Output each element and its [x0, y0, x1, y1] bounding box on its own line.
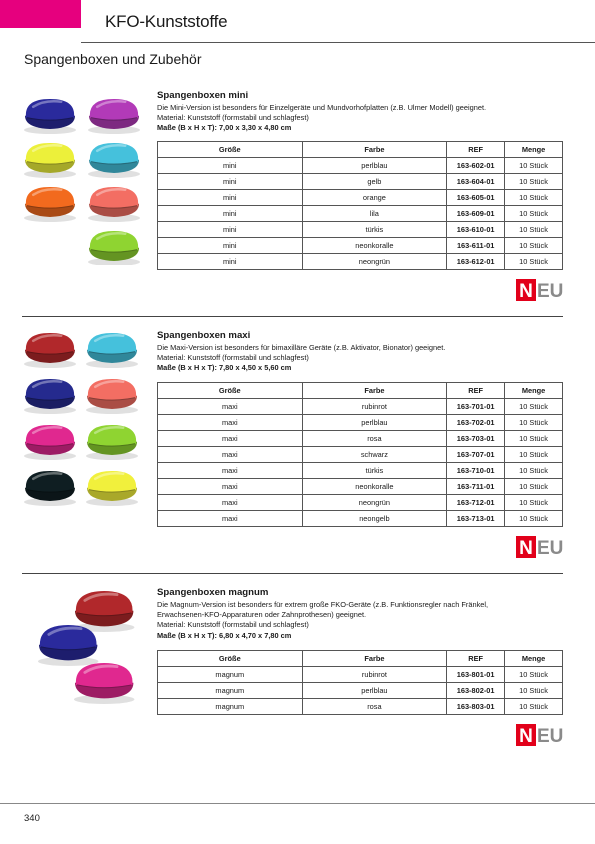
- cell-color: rubinrot: [302, 667, 447, 683]
- product-box-photo: [74, 591, 134, 632]
- table-header-row: [158, 383, 563, 399]
- cell-color: schwarz: [302, 447, 447, 463]
- table-row: [158, 254, 563, 270]
- cell-size: maxi: [158, 479, 303, 495]
- cell-quantity: 10 Stück: [505, 463, 563, 479]
- cell-ref: 163-801-01: [447, 667, 505, 683]
- table-row: [158, 667, 563, 683]
- product-box-photo: [24, 143, 76, 178]
- column-header-size: Größe: [158, 383, 303, 399]
- cell-color: rubinrot: [302, 399, 447, 415]
- cell-quantity: 10 Stück: [505, 511, 563, 527]
- cell-ref: 163-609-01: [447, 206, 505, 222]
- product-description-maxi: [157, 330, 567, 374]
- cell-ref: 163-612-01: [447, 254, 505, 270]
- table-row: [158, 158, 563, 174]
- cell-quantity: 10 Stück: [505, 415, 563, 431]
- column-header-color: Farbe: [302, 142, 447, 158]
- cell-size: magnum: [158, 683, 303, 699]
- column-header-ref: REF: [447, 383, 505, 399]
- cell-color: neonkoralle: [302, 238, 447, 254]
- new-badge-n: N: [519, 281, 533, 301]
- section-title: Spangenboxen und Zubehör: [24, 51, 202, 67]
- mini-box-photos: [20, 90, 145, 265]
- cell-color: perlblau: [302, 158, 447, 174]
- dimensions-line: Maße (B x H x T): 7,80 x 4,50 x 5,60 cm: [157, 363, 292, 373]
- cell-color: orange: [302, 190, 447, 206]
- cell-color: neongrün: [302, 254, 447, 270]
- cell-color: gelb: [302, 174, 447, 190]
- product-box-photo: [24, 425, 76, 460]
- section-divider: [22, 316, 563, 317]
- section-divider: [22, 573, 563, 574]
- new-badge-n: N: [519, 726, 533, 746]
- column-header-ref: REF: [447, 142, 505, 158]
- product-images-mini: [20, 90, 145, 265]
- product-table-maxi: [157, 382, 563, 527]
- cell-size: maxi: [158, 463, 303, 479]
- material-line: Material: Kunststoff (formstabil und schlagfest): [157, 353, 309, 363]
- cell-color: neongrün: [302, 495, 447, 511]
- table-row: [158, 174, 563, 190]
- product-box-photo: [38, 625, 98, 666]
- material-line: Material: Kunststoff (formstabil und schlagfest): [157, 113, 309, 123]
- new-badge-n: N: [519, 538, 533, 558]
- table-row: [158, 495, 563, 511]
- product-box-photo: [24, 333, 76, 368]
- cell-quantity: 10 Stück: [505, 206, 563, 222]
- cell-quantity: 10 Stück: [505, 399, 563, 415]
- cell-color: perlblau: [302, 415, 447, 431]
- cell-ref: 163-707-01: [447, 447, 505, 463]
- product-box-photo: [88, 99, 140, 134]
- cell-size: mini: [158, 190, 303, 206]
- cell-size: mini: [158, 254, 303, 270]
- cell-ref: 163-611-01: [447, 238, 505, 254]
- product-box-photo: [74, 663, 134, 704]
- new-badge-rest: EU: [537, 281, 564, 301]
- cell-ref: 163-605-01: [447, 190, 505, 206]
- table-row: [158, 238, 563, 254]
- cell-size: magnum: [158, 699, 303, 715]
- page-number: 340: [24, 813, 40, 824]
- new-badge-icon: [516, 536, 564, 558]
- cell-color: neonkoralle: [302, 479, 447, 495]
- cell-quantity: 10 Stück: [505, 174, 563, 190]
- column-header-size: Größe: [158, 651, 303, 667]
- cell-ref: 163-711-01: [447, 479, 505, 495]
- cell-ref: 163-803-01: [447, 699, 505, 715]
- cell-color: türkis: [302, 463, 447, 479]
- cell-size: magnum: [158, 667, 303, 683]
- cell-size: maxi: [158, 495, 303, 511]
- cell-ref: 163-702-01: [447, 415, 505, 431]
- column-header-size: Größe: [158, 142, 303, 158]
- cell-color: rosa: [302, 431, 447, 447]
- product-box-photo: [24, 379, 76, 414]
- new-badge-icon: [516, 279, 564, 301]
- table-row: [158, 463, 563, 479]
- product-images-magnum: [20, 584, 145, 709]
- table-row: [158, 399, 563, 415]
- column-header-color: Farbe: [302, 651, 447, 667]
- cell-quantity: 10 Stück: [505, 158, 563, 174]
- cell-size: mini: [158, 158, 303, 174]
- cell-size: maxi: [158, 447, 303, 463]
- table-header-row: [158, 651, 563, 667]
- column-header-quantity: Menge: [505, 651, 563, 667]
- cell-size: maxi: [158, 399, 303, 415]
- header-rule: [81, 42, 595, 43]
- cell-quantity: 10 Stück: [505, 699, 563, 715]
- cell-quantity: 10 Stück: [505, 479, 563, 495]
- cell-ref: 163-713-01: [447, 511, 505, 527]
- new-badge-rest: EU: [537, 538, 564, 558]
- description-line: Erwachsenen-KFO-Apparaturen oder Zahnprothesen) geeignet.: [157, 610, 367, 620]
- table-row: [158, 190, 563, 206]
- product-box-photo: [86, 425, 138, 460]
- product-box-photo: [88, 143, 140, 178]
- cell-quantity: 10 Stück: [505, 222, 563, 238]
- cell-ref: 163-703-01: [447, 431, 505, 447]
- table-row: [158, 699, 563, 715]
- product-table-magnum: [157, 650, 563, 715]
- new-badge-icon: [516, 724, 564, 746]
- cell-quantity: 10 Stück: [505, 447, 563, 463]
- table-row: [158, 447, 563, 463]
- cell-color: perlblau: [302, 683, 447, 699]
- cell-ref: 163-710-01: [447, 463, 505, 479]
- footer-rule: [0, 803, 595, 804]
- column-header-quantity: Menge: [505, 383, 563, 399]
- table-row: [158, 479, 563, 495]
- cell-color: neongelb: [302, 511, 447, 527]
- cell-size: maxi: [158, 415, 303, 431]
- description-line: Die Maxi-Version ist besonders für bimaxilläre Geräte (z.B. Aktivator, Bionator) geeignet.: [157, 343, 446, 352]
- description-line: Die Mini-Version ist besonders für Einzelgeräte und Mundvorhofplatten (z.B. Ulmer Modell) geeignet.: [157, 103, 487, 112]
- description-line: Die Magnum-Version ist besonders für extrem große FKO-Geräte (z.B. Funktionsregler nach Fränkel,: [157, 600, 489, 609]
- product-box-photo: [24, 471, 76, 506]
- table-row: [158, 511, 563, 527]
- cell-quantity: 10 Stück: [505, 683, 563, 699]
- cell-quantity: 10 Stück: [505, 667, 563, 683]
- header-accent-tab: [0, 0, 81, 28]
- cell-size: maxi: [158, 431, 303, 447]
- column-header-ref: REF: [447, 651, 505, 667]
- product-title: Spangenboxen maxi: [157, 330, 251, 341]
- cell-color: lila: [302, 206, 447, 222]
- cell-ref: 163-701-01: [447, 399, 505, 415]
- product-box-photo: [24, 99, 76, 134]
- product-box-photo: [88, 231, 140, 265]
- product-description-magnum: [157, 587, 567, 641]
- cell-ref: 163-610-01: [447, 222, 505, 238]
- product-box-photo: [24, 187, 76, 222]
- product-box-photo: [86, 471, 138, 506]
- table-row: [158, 206, 563, 222]
- cell-size: mini: [158, 222, 303, 238]
- product-title: Spangenboxen mini: [157, 90, 249, 101]
- cell-quantity: 10 Stück: [505, 495, 563, 511]
- table-row: [158, 415, 563, 431]
- table-row: [158, 683, 563, 699]
- cell-ref: 163-712-01: [447, 495, 505, 511]
- table-row: [158, 431, 563, 447]
- cell-color: rosa: [302, 699, 447, 715]
- cell-size: mini: [158, 206, 303, 222]
- cell-size: mini: [158, 238, 303, 254]
- maxi-box-photos: [20, 326, 145, 516]
- cell-ref: 163-604-01: [447, 174, 505, 190]
- cell-quantity: 10 Stück: [505, 254, 563, 270]
- magnum-box-photos: [20, 584, 145, 709]
- cell-size: mini: [158, 174, 303, 190]
- cell-quantity: 10 Stück: [505, 190, 563, 206]
- cell-ref: 163-802-01: [447, 683, 505, 699]
- dimensions-line: Maße (B x H x T): 7,00 x 3,30 x 4,80 cm: [157, 123, 292, 133]
- product-box-photo: [88, 187, 140, 222]
- page-header-title: KFO-Kunststoffe: [105, 12, 228, 31]
- product-title: Spangenboxen magnum: [157, 587, 269, 598]
- dimensions-line: Maße (B x H x T): 6,80 x 4,70 x 7,80 cm: [157, 630, 292, 640]
- cell-color: türkis: [302, 222, 447, 238]
- column-header-quantity: Menge: [505, 142, 563, 158]
- column-header-color: Farbe: [302, 383, 447, 399]
- material-line: Material: Kunststoff (formstabil und schlagfest): [157, 620, 309, 630]
- product-box-photo: [86, 379, 138, 414]
- product-table-mini: [157, 141, 563, 270]
- cell-size: maxi: [158, 511, 303, 527]
- cell-quantity: 10 Stück: [505, 431, 563, 447]
- table-header-row: [158, 142, 563, 158]
- new-badge-rest: EU: [537, 726, 564, 746]
- product-description-mini: [157, 90, 567, 134]
- cell-ref: 163-602-01: [447, 158, 505, 174]
- cell-quantity: 10 Stück: [505, 238, 563, 254]
- table-row: [158, 222, 563, 238]
- product-images-maxi: [20, 326, 145, 516]
- product-box-photo: [86, 333, 138, 368]
